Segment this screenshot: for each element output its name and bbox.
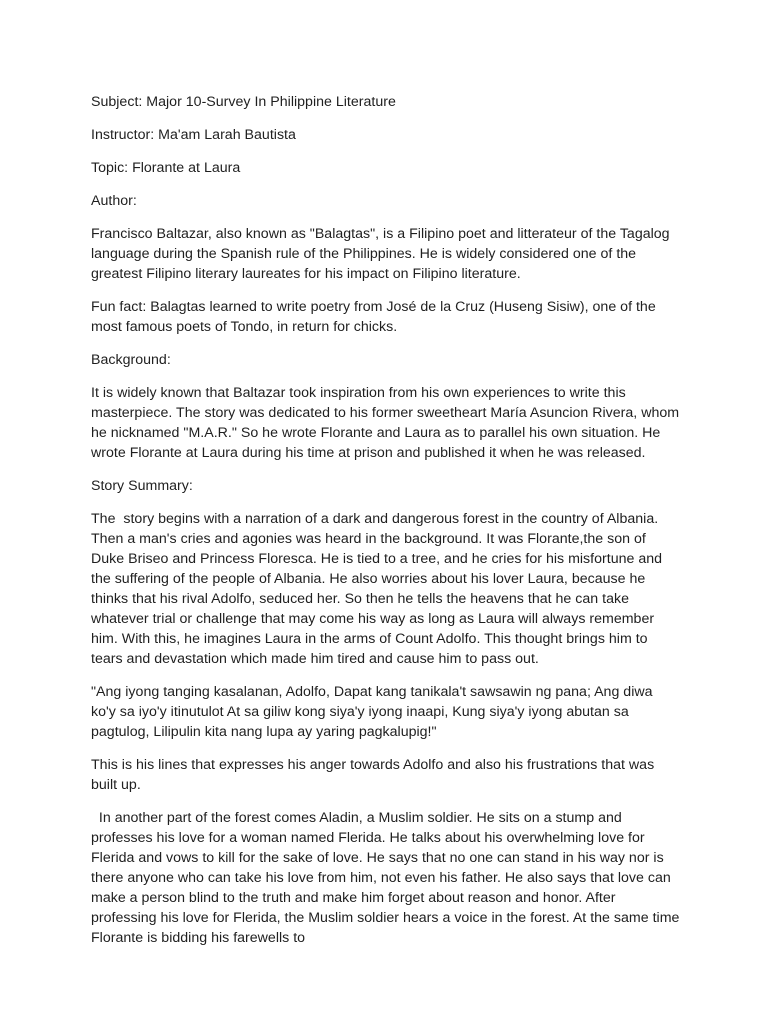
summary-paragraph-continued: In another part of the forest comes Aladin, a Muslim soldier. He sits on a stump and professes his love for a woman named Flerida. He talks about his overwhelming love for Flerida and vows to kill for the sake of love. He says that no one can stand in his way nor is there anyone who can take his love from him, not even his father. He also says that love can make a person blind to the truth and make him forget about reason and honor. After professing his love for Flerida, the Muslim soldier hears a voice in the forest. At the same time Florante is bidding his farewells to bbox=[91, 810, 684, 946]
subject-line: Subject: Major 10-Survey In Philippine Literature bbox=[91, 94, 396, 110]
background-heading: Background: bbox=[91, 352, 171, 368]
instructor-line: Instructor: Ma'am Larah Bautista bbox=[91, 127, 296, 143]
author-paragraph: Francisco Baltazar, also known as "Balagtas", is a Filipino poet and litterateur of the Tagalog language during the Spanish rule of the Philippines. He is widely considered one of the greatest Filipino literary laureates for his impact on Filipino literature. bbox=[91, 226, 674, 282]
summary-heading: Story Summary: bbox=[91, 478, 193, 494]
background-paragraph: It is widely known that Baltazar took inspiration from his own experiences to write this masterpiece. The story was dedicated to his former sweetheart María Asuncion Rivera, whom he nicknamed "M.A.R." So he wrote Florante and Laura as to parallel his own situation. He wrote Florante at Laura during his time at prison and published it when he was released. bbox=[91, 385, 684, 461]
fun-fact-paragraph: Fun fact: Balagtas learned to write poetry from José de la Cruz (Huseng Sisiw), one of the most famous poets of Tondo, in return for chicks. bbox=[91, 299, 660, 335]
document-body bbox=[91, 92, 684, 961]
author-heading: Author: bbox=[91, 193, 137, 209]
topic-line: Topic: Florante at Laura bbox=[91, 160, 241, 176]
quote-comment-paragraph: This is his lines that expresses his anger towards Adolfo and also his frustrations that was built up. bbox=[91, 757, 659, 793]
summary-paragraph: The story begins with a narration of a dark and dangerous forest in the country of Albania. Then a man's cries and agonies was heard in the background. It was Florante,the son of Duke Briseo and Princess Floresca. He is tied to a tree, and he cries for his misfortune and the suffering of the people of Albania. He also worries about his lover Laura, because he thinks that his rival Adolfo, seduced her. So then he tells the heavens that he can take whatever trial or challenge that may come his way as long as Laura will always remember him. With this, he imagines Laura in the arms of Count Adolfo. This thought brings him to tears and devastation which made him tired and cause him to pass out. bbox=[91, 511, 667, 667]
quote-paragraph: "Ang iyong tanging kasalanan, Adolfo, Dapat kang tanikala't sawsawin ng pana; Ang diwa ko'y sa iyo'y itinutulot At sa giliw kong siya'y iyong inaapi, Kung siya'y iyong abutan sa pagtulog, Lilipulin kita nang lupa ay yaring pagkalupig!" bbox=[91, 684, 657, 740]
